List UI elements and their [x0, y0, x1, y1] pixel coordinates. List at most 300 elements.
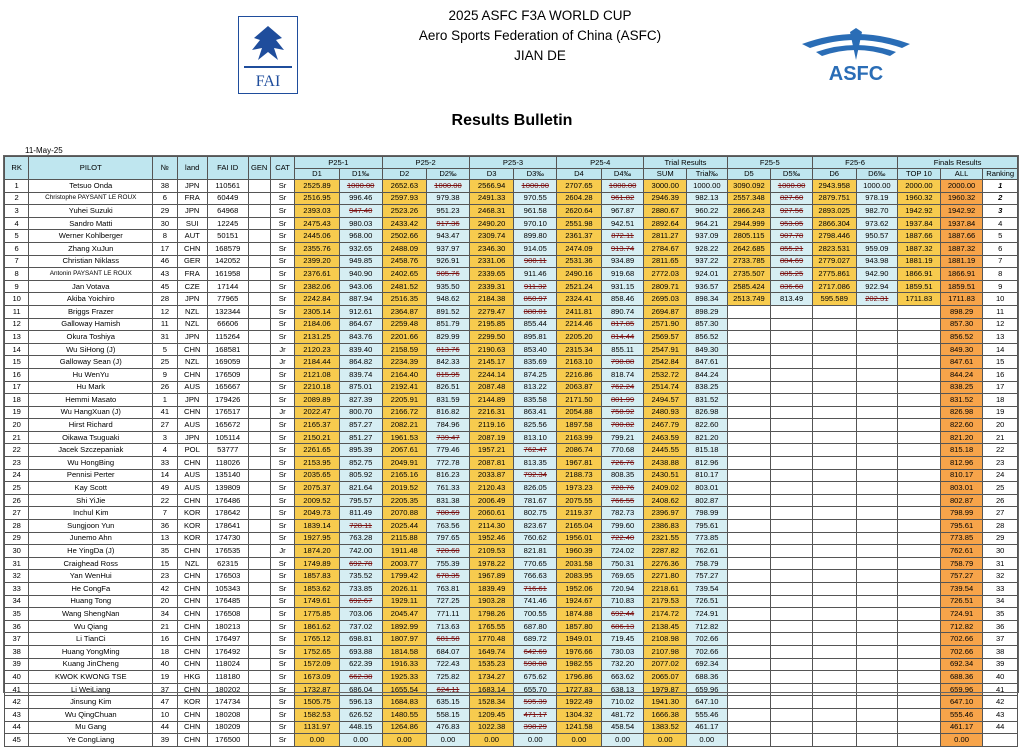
cell-d6	[812, 658, 856, 671]
cell-gen	[248, 230, 270, 243]
cell-fai: 176500	[207, 734, 248, 747]
table-row	[5, 696, 1018, 709]
cell-d6	[812, 557, 856, 570]
table-row	[5, 331, 1018, 344]
cell-d3p: 0.00	[514, 734, 557, 747]
cell-d1: 1853.62	[295, 583, 340, 596]
cell-land: AUS	[177, 381, 207, 394]
cell-d2p: 851.79	[427, 318, 470, 331]
dropped-score: 762.47	[523, 445, 547, 455]
cell-d3p	[514, 180, 557, 193]
cell-gen	[248, 419, 270, 432]
cell-land: CHN	[177, 608, 207, 621]
cell-pilot: Wu QingChuan	[29, 708, 153, 721]
cell-d6p	[856, 633, 898, 646]
cell-ranking: 3	[983, 205, 1018, 218]
cell-d2: 1807.97	[382, 633, 427, 646]
cell-d3: 1209.45	[469, 708, 514, 721]
cell-sum: 0.00	[644, 734, 687, 747]
cell-d5p	[771, 595, 813, 608]
cell-d3p: 826.05	[514, 482, 557, 495]
cell-d2p	[427, 343, 470, 356]
col-d6-permil: D6‰	[856, 169, 898, 180]
cell-all: 702.66	[940, 633, 983, 646]
cell-d2: 2597.93	[382, 192, 427, 205]
cell-d6	[812, 406, 856, 419]
cell-fai: 66606	[207, 318, 248, 331]
cell-ranking: 36	[983, 620, 1018, 633]
cell-d6	[812, 608, 856, 621]
cell-d3: 2346.30	[469, 242, 514, 255]
cell-d1p: 839.40	[339, 343, 382, 356]
cell-d4: 1967.81	[557, 457, 602, 470]
cell-d2p: 761.33	[427, 482, 470, 495]
cell-d3p: 687.80	[514, 620, 557, 633]
cell-cat: Sr	[270, 331, 294, 344]
cell-d5p	[771, 419, 813, 432]
cell-top: 1859.51	[898, 280, 941, 293]
dropped-score: 953.05	[779, 218, 804, 228]
cell-sum: 2892.64	[644, 217, 687, 230]
cell-gen	[248, 431, 270, 444]
cell-gen	[248, 507, 270, 520]
cell-ranking: 4	[983, 217, 1018, 230]
dropped-score: 716.61	[523, 583, 547, 593]
cell-d3p: 835.58	[514, 394, 557, 407]
cell-d6	[812, 305, 856, 318]
cell-all: 555.46	[940, 708, 983, 721]
cell-d5p	[771, 431, 813, 444]
cell-d1: 1874.20	[295, 545, 340, 558]
cell-all: 849.30	[940, 343, 983, 356]
cell-pilot: Yuhei Suzuki	[29, 205, 153, 218]
cell-d1p: 827.39	[339, 394, 382, 407]
cell-rk: 3	[5, 205, 29, 218]
cell-tr: 960.22	[687, 205, 728, 218]
cell-rk: 25	[5, 482, 29, 495]
cell-d5: 2557.348	[727, 192, 771, 205]
cell-d2: 2488.09	[382, 242, 427, 255]
cell-rk: 35	[5, 608, 29, 621]
cell-top	[898, 595, 941, 608]
table-row	[5, 671, 1018, 684]
cell-d2p: 755.39	[427, 557, 470, 570]
cell-d2: 2158.59	[382, 343, 427, 356]
cell-d2: 2259.48	[382, 318, 427, 331]
cell-d5	[727, 734, 771, 747]
cell-d5	[727, 708, 771, 721]
cell-pilot: Inchul Kim	[29, 507, 153, 520]
cell-d6	[812, 381, 856, 394]
cell-pilot: Oikawa Tsuguaki	[29, 431, 153, 444]
cell-fai: 180202	[207, 683, 248, 696]
cell-sum: 2571.90	[644, 318, 687, 331]
cell-ranking: 21	[983, 431, 1018, 444]
cell-d1p	[339, 595, 382, 608]
cell-d6	[812, 494, 856, 507]
cell-d5: 2733.785	[727, 255, 771, 268]
dropped-score: 947.40	[349, 205, 373, 215]
cell-d1: 2516.95	[295, 192, 340, 205]
cell-rk: 1	[5, 180, 29, 193]
cell-pilot: Galloway Hamish	[29, 318, 153, 331]
cell-cat: Sr	[270, 280, 294, 293]
cell-rk: 19	[5, 406, 29, 419]
cell-pilot: Antonin PAYSANT LE ROUX	[29, 268, 153, 281]
cell-d2p: 831.38	[427, 494, 470, 507]
cell-cat: Sr	[270, 305, 294, 318]
dropped-score: 815.95	[436, 369, 460, 379]
dropped-score: 398.29	[523, 722, 547, 732]
cell-d3: 1839.49	[469, 583, 514, 596]
table-row	[5, 734, 1018, 747]
cell-top	[898, 696, 941, 709]
cell-land: CHN	[177, 583, 207, 596]
cell-cat: Sr	[270, 457, 294, 470]
cell-land: JPN	[177, 180, 207, 193]
cell-d2p: 635.15	[427, 696, 470, 709]
cell-d4p: 858.46	[601, 293, 644, 306]
cell-fai: 179426	[207, 394, 248, 407]
cell-d6: 2879.751	[812, 192, 856, 205]
cell-cat: Jr	[270, 406, 294, 419]
cell-pilot: Christian Niklass	[29, 255, 153, 268]
cell-tr: 831.52	[687, 394, 728, 407]
cell-top: 1887.32	[898, 242, 941, 255]
cell-d5	[727, 494, 771, 507]
cell-d1: 2049.73	[295, 507, 340, 520]
cell-ranking: 2	[983, 192, 1018, 205]
cell-top	[898, 570, 941, 583]
cell-d5	[727, 457, 771, 470]
cell-rk: 16	[5, 368, 29, 381]
cell-n: 34	[153, 608, 177, 621]
cell-pilot: Craighead Ross	[29, 557, 153, 570]
cell-d5	[727, 658, 771, 671]
cell-d3p: 874.25	[514, 368, 557, 381]
cell-d1p: 0.00	[339, 734, 382, 747]
cell-land: AUS	[177, 482, 207, 495]
cell-d1: 2153.95	[295, 457, 340, 470]
cell-fai: 139809	[207, 482, 248, 495]
cell-pilot: Briggs Frazer	[29, 305, 153, 318]
cell-sum: 2772.03	[644, 268, 687, 281]
cell-d2: 2003.77	[382, 557, 427, 570]
cell-d3: 1528.34	[469, 696, 514, 709]
cell-top	[898, 381, 941, 394]
cell-d3: 1957.21	[469, 444, 514, 457]
cell-d2: 2433.42	[382, 217, 427, 230]
cell-gen	[248, 444, 270, 457]
cell-sum: 2179.53	[644, 595, 687, 608]
cell-d6p	[856, 683, 898, 696]
cell-n: 22	[153, 494, 177, 507]
cell-n: 37	[153, 683, 177, 696]
cell-fai: 118026	[207, 457, 248, 470]
table-row	[5, 217, 1018, 230]
cell-ranking: 44	[983, 721, 1018, 734]
cell-d4p: 890.74	[601, 305, 644, 318]
cell-all: 688.36	[940, 671, 983, 684]
cell-d5	[727, 696, 771, 709]
cell-pilot: Tetsuo Onda	[29, 180, 153, 193]
cell-rk: 5	[5, 230, 29, 243]
cell-d2: 2067.61	[382, 444, 427, 457]
cell-d3: 1765.55	[469, 620, 514, 633]
cell-ranking: 42	[983, 696, 1018, 709]
dropped-score: 720.60	[436, 546, 460, 556]
cell-d1p: 626.52	[339, 708, 382, 721]
cell-d1: 0.00	[295, 734, 340, 747]
cell-all: 1859.51	[940, 280, 983, 293]
cell-d5	[727, 419, 771, 432]
cell-fai: 174734	[207, 696, 248, 709]
cell-top	[898, 708, 941, 721]
table-row	[5, 708, 1018, 721]
table-row	[5, 595, 1018, 608]
cell-sum: 2514.74	[644, 381, 687, 394]
cell-tr: 928.22	[687, 242, 728, 255]
fai-logo-icon	[238, 16, 298, 94]
cell-d2p: 937.97	[427, 242, 470, 255]
cell-n: 41	[153, 406, 177, 419]
cell-d3: 2060.61	[469, 507, 514, 520]
cell-n: 7	[153, 507, 177, 520]
cell-d5p	[771, 469, 813, 482]
cell-d2: 1961.53	[382, 431, 427, 444]
cell-fai: 118180	[207, 671, 248, 684]
cell-d4: 1960.39	[557, 545, 602, 558]
cell-d4: 2324.41	[557, 293, 602, 306]
cell-d2: 2164.40	[382, 368, 427, 381]
cell-rk: 26	[5, 494, 29, 507]
cell-d4: 2604.28	[557, 192, 602, 205]
cell-d3: 2114.30	[469, 520, 514, 533]
table-row	[5, 658, 1018, 671]
cell-sum: 2480.93	[644, 406, 687, 419]
cell-fai: 17144	[207, 280, 248, 293]
cell-tr: 898.29	[687, 305, 728, 318]
group-p25-1: P25-1	[295, 157, 382, 169]
cell-d2p: 722.43	[427, 658, 470, 671]
cell-d4: 2163.10	[557, 356, 602, 369]
cell-d3p: 813.35	[514, 457, 557, 470]
col-top10: TOP 10	[898, 169, 941, 180]
cell-d3: 2144.89	[469, 394, 514, 407]
cell-cat: Sr	[270, 394, 294, 407]
table-row	[5, 482, 1018, 495]
cell-d6p	[856, 570, 898, 583]
cell-d1: 1861.62	[295, 620, 340, 633]
cell-d4p	[601, 457, 644, 470]
cell-d3p: 675.62	[514, 671, 557, 684]
cell-all: 802.87	[940, 494, 983, 507]
cell-gen	[248, 671, 270, 684]
cell-d4p: 719.45	[601, 633, 644, 646]
cell-d2p	[427, 633, 470, 646]
cell-d4: 1241.58	[557, 721, 602, 734]
cell-d6	[812, 595, 856, 608]
cell-sum: 2077.02	[644, 658, 687, 671]
cell-n: 20	[153, 595, 177, 608]
cell-d1p: 795.57	[339, 494, 382, 507]
cell-d2p	[427, 570, 470, 583]
cell-land: GER	[177, 255, 207, 268]
cell-d6: 2943.958	[812, 180, 856, 193]
cell-d1p: 851.27	[339, 431, 382, 444]
cell-d1: 1857.83	[295, 570, 340, 583]
cell-d2: 2516.35	[382, 293, 427, 306]
cell-d2p: 558.15	[427, 708, 470, 721]
cell-cat: Sr	[270, 708, 294, 721]
dropped-score: 885.25	[779, 268, 804, 278]
cell-land: CHN	[177, 683, 207, 696]
cell-n: 23	[153, 570, 177, 583]
dropped-score: 700.82	[610, 420, 635, 430]
cell-d3p: 689.72	[514, 633, 557, 646]
cell-land: FRA	[177, 268, 207, 281]
cell-d5p	[771, 734, 813, 747]
cell-gen	[248, 280, 270, 293]
cell-gen	[248, 721, 270, 734]
cell-d6p: 942.90	[856, 268, 898, 281]
cell-d6	[812, 620, 856, 633]
cell-rk: 41	[5, 683, 29, 696]
cell-d1p: 843.76	[339, 331, 382, 344]
cell-d6p	[856, 734, 898, 747]
cell-sum: 2694.87	[644, 305, 687, 318]
cell-n: 17	[153, 242, 177, 255]
cell-top	[898, 721, 941, 734]
cell-sum: 2218.61	[644, 583, 687, 596]
cell-ranking: 13	[983, 331, 1018, 344]
group-finals-results: Finals Results	[898, 157, 1018, 169]
cell-d2p: 829.99	[427, 331, 470, 344]
cell-fai: 165672	[207, 419, 248, 432]
cell-d6	[812, 368, 856, 381]
cell-d3: 2216.31	[469, 406, 514, 419]
cell-d3p	[514, 583, 557, 596]
cell-d6p	[856, 620, 898, 633]
table-row	[5, 268, 1018, 281]
cell-d6p	[856, 457, 898, 470]
cell-n: 30	[153, 217, 177, 230]
cell-n: 3	[153, 431, 177, 444]
cell-d5p	[771, 708, 813, 721]
cell-d1: 2150.21	[295, 431, 340, 444]
cell-gen	[248, 545, 270, 558]
cell-tr: 647.10	[687, 696, 728, 709]
cell-d6	[812, 633, 856, 646]
cell-d6: 2823.531	[812, 242, 856, 255]
cell-cat: Sr	[270, 381, 294, 394]
cell-d4: 1304.32	[557, 708, 602, 721]
cell-fai: 105114	[207, 431, 248, 444]
cell-top	[898, 583, 941, 596]
cell-sum: 2430.51	[644, 469, 687, 482]
cell-d1: 1775.85	[295, 608, 340, 621]
cell-n: 19	[153, 671, 177, 684]
table-row	[5, 242, 1018, 255]
cell-d6p	[856, 595, 898, 608]
cell-d4p	[601, 532, 644, 545]
cell-fai: 178641	[207, 520, 248, 533]
cell-all: 798.99	[940, 507, 983, 520]
cell-d5p	[771, 242, 813, 255]
cell-rk: 11	[5, 305, 29, 318]
cell-d1: 1749.89	[295, 557, 340, 570]
cell-d4: 2214.46	[557, 318, 602, 331]
cell-d6	[812, 583, 856, 596]
dropped-score: 758.92	[610, 407, 635, 417]
cell-pilot: He YingDa (J)	[29, 545, 153, 558]
dropped-score: 766.55	[610, 495, 635, 505]
cell-sum: 2880.67	[644, 205, 687, 218]
dropped-score: 662.38	[349, 671, 373, 681]
cell-d6	[812, 570, 856, 583]
cell-land: CHN	[177, 734, 207, 747]
cell-tr: 857.30	[687, 318, 728, 331]
cell-d4: 2031.58	[557, 557, 602, 570]
cell-d2p: 725.82	[427, 671, 470, 684]
cell-d4: 1952.06	[557, 583, 602, 596]
table-row	[5, 570, 1018, 583]
cell-top: 1937.84	[898, 217, 941, 230]
cell-d3p: 813.22	[514, 381, 557, 394]
cell-tr: 803.01	[687, 482, 728, 495]
table-row	[5, 280, 1018, 293]
cell-d6	[812, 683, 856, 696]
cell-fai: 176535	[207, 545, 248, 558]
event-location: JIAN DE	[514, 48, 566, 63]
cell-sum: 2138.45	[644, 620, 687, 633]
cell-d5p	[771, 671, 813, 684]
cell-land: CHN	[177, 368, 207, 381]
cell-d5p	[771, 520, 813, 533]
cell-d6p: 959.09	[856, 242, 898, 255]
cell-d2: 2165.16	[382, 469, 427, 482]
cell-d3p: 863.41	[514, 406, 557, 419]
cell-d4p: 967.87	[601, 205, 644, 218]
table-row	[5, 494, 1018, 507]
cell-d5: 2642.685	[727, 242, 771, 255]
cell-d6	[812, 708, 856, 721]
cell-top	[898, 532, 941, 545]
cell-d6: 2717.086	[812, 280, 856, 293]
cell-d5p	[771, 482, 813, 495]
dropped-score: 686.13	[610, 621, 635, 631]
cell-all: 822.60	[940, 419, 983, 432]
cell-d3p: 760.62	[514, 532, 557, 545]
cell-all: 773.85	[940, 532, 983, 545]
cell-rk: 12	[5, 318, 29, 331]
cell-fai: 168581	[207, 343, 248, 356]
cell-pilot: Huang Tong	[29, 595, 153, 608]
cell-d5p	[771, 557, 813, 570]
cell-d2: 0.00	[382, 734, 427, 747]
cell-d5: 2944.999	[727, 217, 771, 230]
col-d5: D5	[727, 169, 771, 180]
cell-rk: 28	[5, 520, 29, 533]
cell-d4p: 931.15	[601, 280, 644, 293]
cell-d3p: 821.81	[514, 545, 557, 558]
cell-d1: 2242.84	[295, 293, 340, 306]
cell-top	[898, 520, 941, 533]
cell-n: 25	[153, 356, 177, 369]
cell-rk: 37	[5, 633, 29, 646]
cell-cat: Sr	[270, 318, 294, 331]
cell-d4: 1973.23	[557, 482, 602, 495]
